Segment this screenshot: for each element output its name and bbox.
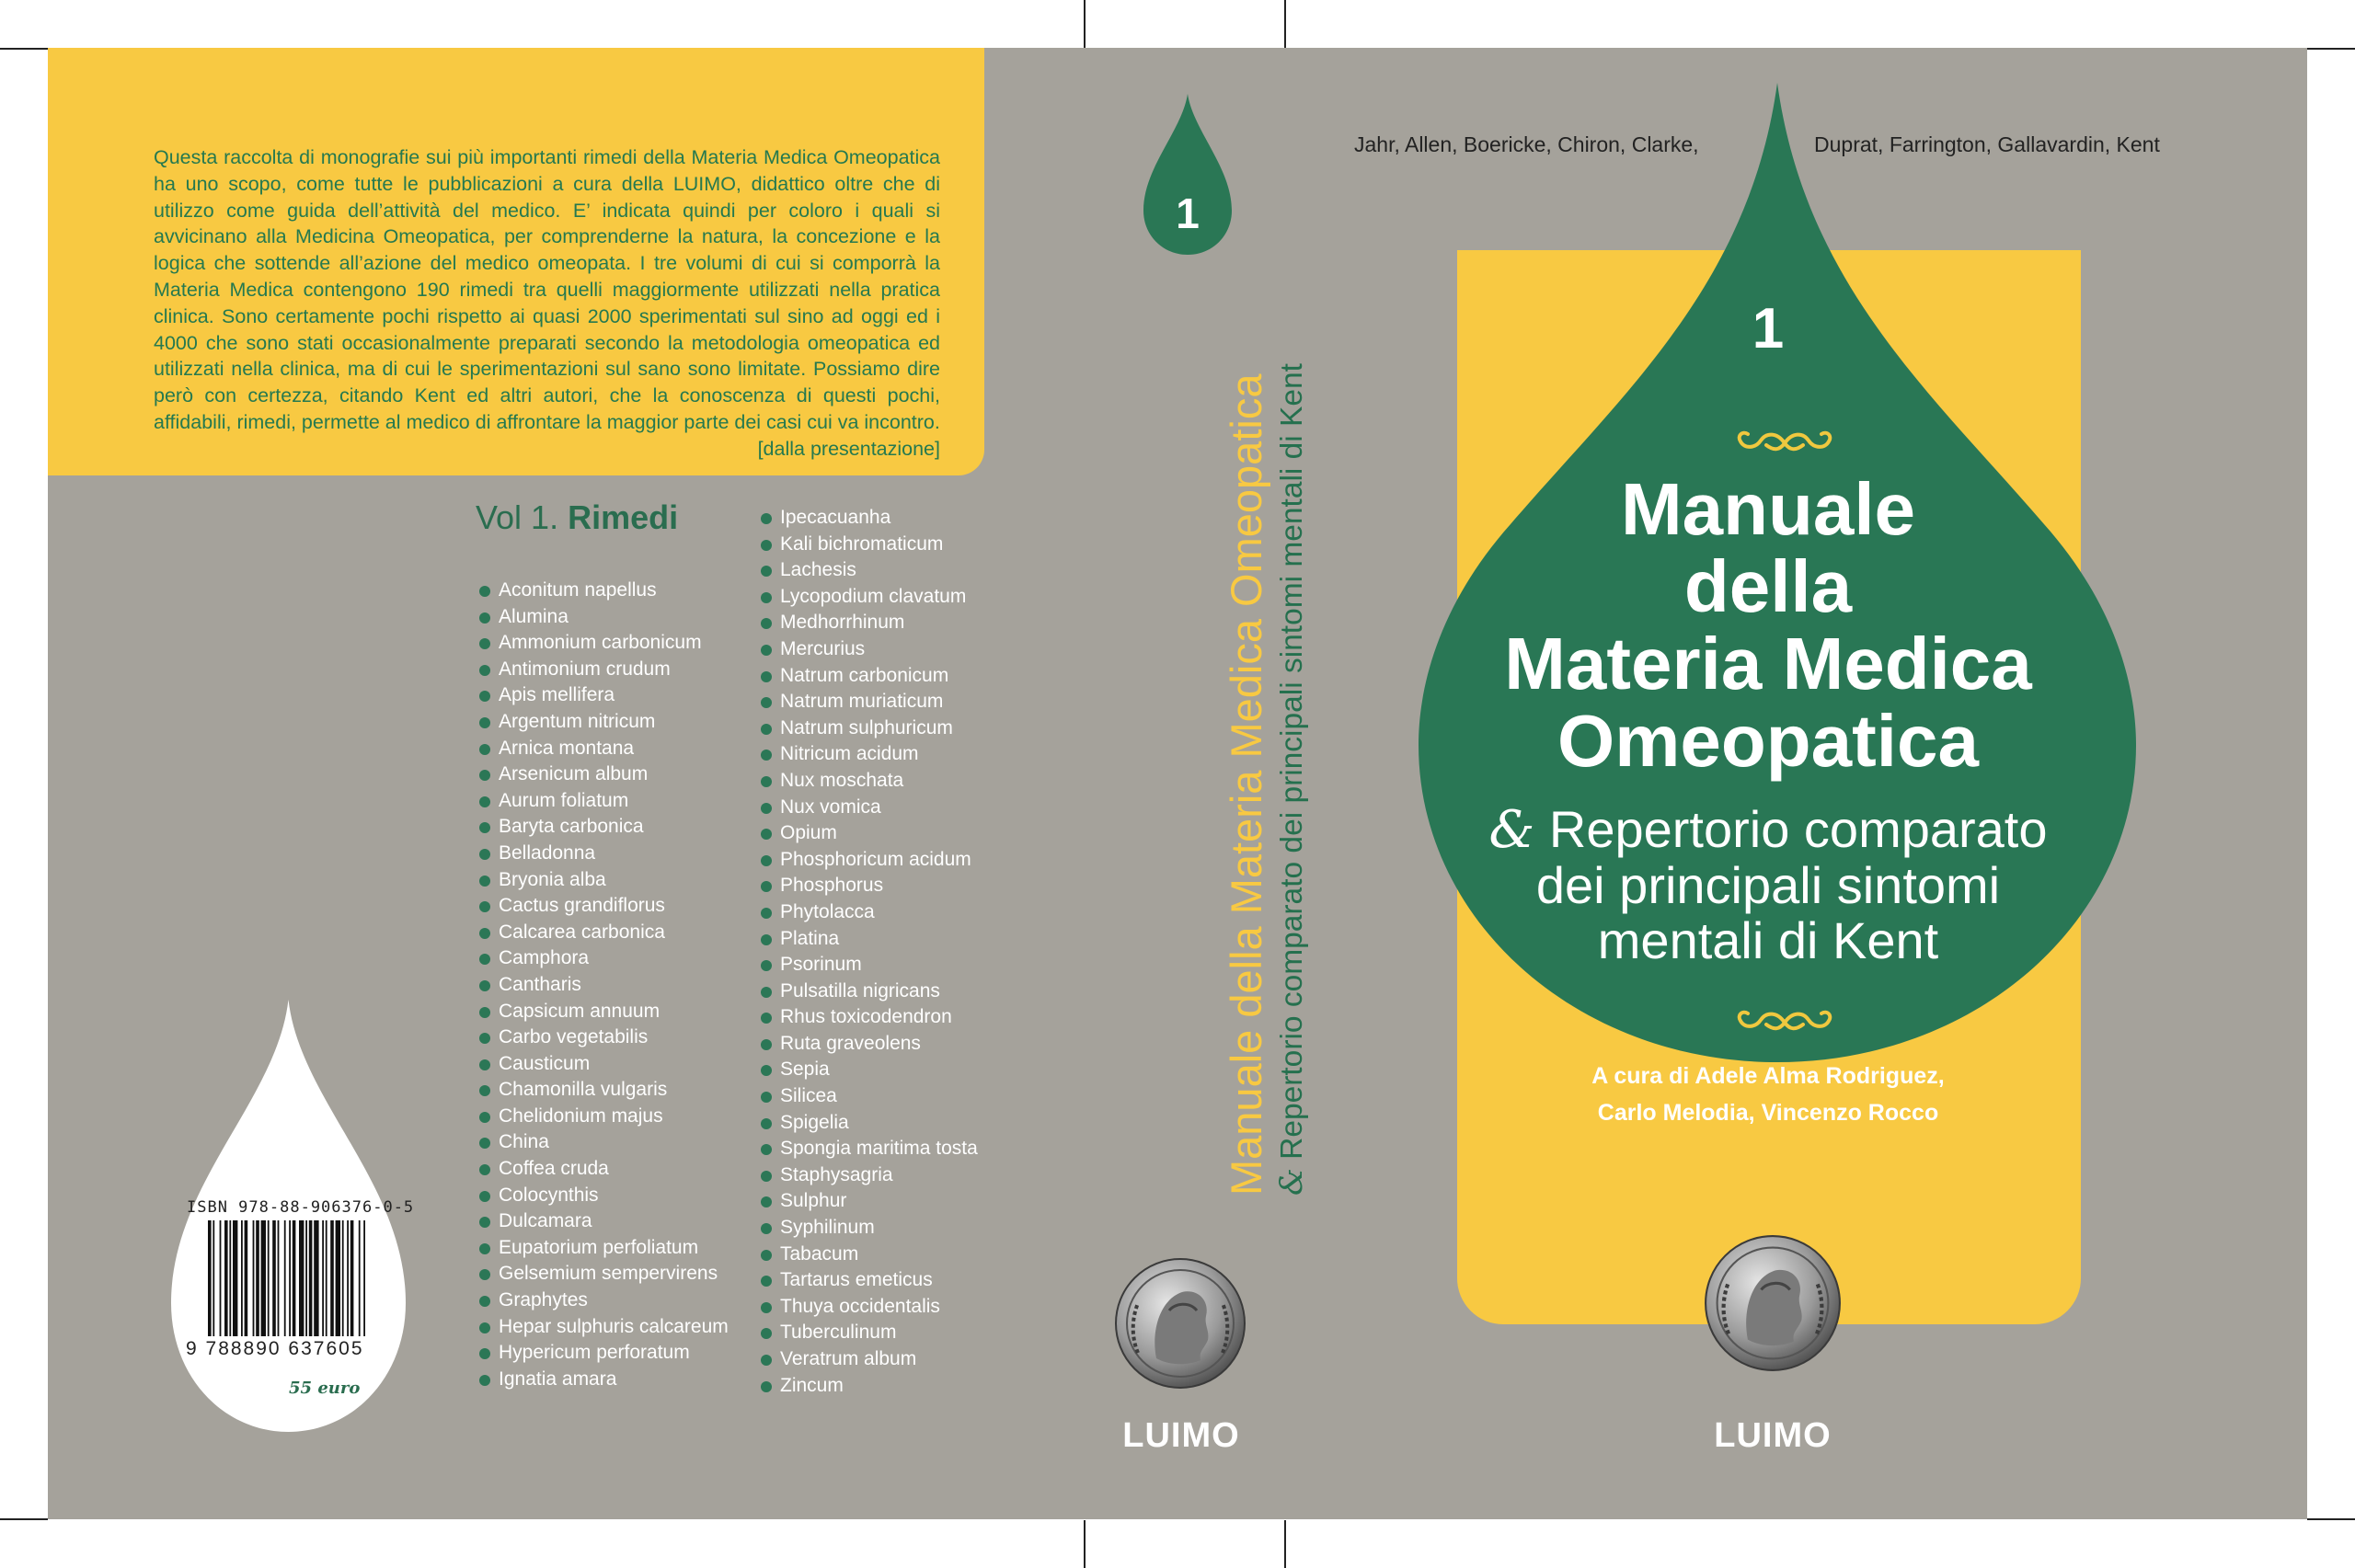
remedy-item: Natrum muriaticum [759, 689, 978, 715]
remedy-item: Psorinum [759, 952, 978, 979]
crop-mark [0, 48, 48, 50]
remedy-item: Zincum [759, 1373, 978, 1400]
hahnemann-medal-icon [1114, 1257, 1246, 1390]
remedy-item: Ammonium carbonicum [477, 630, 729, 657]
volume-title: Rimedi [568, 498, 679, 536]
remedy-item: Dulcamara [477, 1208, 729, 1235]
front-subtitle-line: dei principali sintomi [1535, 856, 2001, 914]
remedy-item: Natrum sulphuricum [759, 715, 978, 742]
remedy-item: Opium [759, 820, 978, 847]
front-subtitle-text: Repertorio comparato [1534, 800, 2048, 858]
front-title-line: Manuale [1620, 468, 1916, 550]
barcode-digits: 9 788890 637605 [186, 1338, 364, 1359]
remedy-item: Natrum carbonicum [759, 663, 978, 690]
crop-mark [1084, 0, 1086, 48]
spine-title-main: Manuale della Materia Medica Omeopatica [1222, 373, 1270, 1196]
blurb-source: [dalla presentazione] [757, 437, 940, 460]
remedy-item: Baryta carbonica [477, 814, 729, 841]
front-editors-line: A cura di Adele Alma Rodriguez, [1591, 1063, 1945, 1089]
blurb-text [154, 144, 940, 463]
remedy-item: Nitricum acidum [759, 741, 978, 768]
remedy-item: Argentum nitricum [477, 709, 729, 736]
volume-heading [476, 498, 678, 537]
remedy-item: Ipecacuanha [759, 505, 978, 532]
remedy-item: Gelsemium sempervirens [477, 1261, 729, 1288]
remedy-item: Aconitum napellus [477, 578, 729, 604]
spine-ampersand: & [1273, 1168, 1309, 1196]
crop-mark [2307, 48, 2355, 50]
remedy-item: Spongia maritima tosta [759, 1136, 978, 1162]
remedy-item: Belladonna [477, 841, 729, 867]
front-editors [1455, 1058, 2081, 1131]
front-title [1465, 468, 2072, 782]
front-subtitle-line [1455, 802, 2081, 858]
remedy-item: Nux moschata [759, 768, 978, 795]
remedy-item: Ignatia amara [477, 1367, 729, 1393]
front-publisher: LUIMO [1714, 1416, 1832, 1455]
remedy-item: Ruta graveolens [759, 1031, 978, 1058]
front-title-line: Materia Medica [1504, 623, 2032, 704]
remedy-item: Kali bichromaticum [759, 532, 978, 558]
hahnemann-medal-icon [1704, 1234, 1842, 1372]
remedy-item: Alumina [477, 604, 729, 631]
front-volume-number: 1 [1752, 297, 1785, 361]
book-cover [48, 48, 2307, 1519]
authors-right: Duprat, Farrington, Gallavardin, Kent [1814, 132, 2160, 156]
crop-mark [1084, 1520, 1086, 1568]
remedy-item: Tuberculinum [759, 1320, 978, 1346]
spine-number-drop [1143, 94, 1232, 255]
spine-title [1221, 363, 1312, 1196]
remedy-item: Eupatorium perfoliatum [477, 1235, 729, 1262]
remedy-item: Capsicum annuum [477, 999, 729, 1025]
front-title-line: della [1683, 545, 1853, 627]
ornament-icon [1729, 425, 1840, 456]
remedy-item: Lachesis [759, 557, 978, 584]
remedy-item: Antimonium crudum [477, 657, 729, 683]
remedy-item: Arsenicum album [477, 761, 729, 788]
remedy-item: Arnica montana [477, 736, 729, 762]
remedy-item: Syphilinum [759, 1215, 978, 1242]
remedy-item: Bryonia alba [477, 867, 729, 894]
remedies-list-column-1 [477, 578, 729, 1392]
remedy-item: Coffea cruda [477, 1156, 729, 1183]
remedy-item: Phosphorus [759, 873, 978, 899]
remedy-item: Veratrum album [759, 1346, 978, 1373]
remedy-item: Silicea [759, 1083, 978, 1110]
remedy-item: Thuya occidentalis [759, 1294, 978, 1321]
remedy-item: Chelidonium majus [477, 1104, 729, 1130]
remedy-item: Staphysagria [759, 1162, 978, 1189]
blurb-paragraph: Questa raccolta di monografie sui più importanti rimedi della Materia Medica Omeopatica ha uno scopo, come tutte le pubblicazioni a cura della LUIMO, didattico oltre che di utilizzo come guida dell’attività del medico. E’ indicata quindi per coloro i quali si avvicinano alla Medicina Omeopatica, per comprenderne la natura, la concezione e la logica che sottende all’azione del medico omeopata. I tre volumi di cui si comporrà la Materia Medica contengono 190 rimedi tra quelli maggiormente utilizzati nella pratica clinica. Sono certamente pochi rispetto ai quasi 2000 sperimentati sul sino ad oggi ed i 4000 che sono stati occasionalmente preparati secondo la metodologia omeopatica ed utilizzati nella clinica, ma di cui le sperimentazioni sul sano sono limitate. Possiamo dire però con certezza, citando Kent ed altri autori, che la conoscenza di questi pochi, affidabili, rimedi, permette al medico di affrontare la maggior parte dei casi cui va incontro. [154, 146, 940, 433]
remedy-item: Sulphur [759, 1188, 978, 1215]
spine-publisher: LUIMO [1122, 1416, 1240, 1455]
remedy-item: Mercurius [759, 636, 978, 663]
remedy-item: Spigelia [759, 1110, 978, 1137]
remedy-item: Phytolacca [759, 899, 978, 926]
remedy-item: Cantharis [477, 972, 729, 999]
remedy-item: Phosphoricum acidum [759, 847, 978, 874]
authors-left: Jahr, Allen, Boericke, Chiron, Clarke, [1354, 132, 1699, 156]
remedy-item: Colocynthis [477, 1183, 729, 1209]
remedy-item: Nux vomica [759, 795, 978, 821]
front-ampersand: & [1488, 800, 1535, 860]
remedy-item: Tabacum [759, 1242, 978, 1268]
remedy-item: Rhus toxicodendron [759, 1004, 978, 1031]
remedies-list-column-2 [759, 505, 978, 1399]
remedy-item: Calcarea carbonica [477, 920, 729, 946]
remedy-item: Causticum [477, 1051, 729, 1078]
remedy-item: Carbo vegetabilis [477, 1024, 729, 1051]
remedy-item: Chamonilla vulgaris [477, 1077, 729, 1104]
crop-mark [1284, 1520, 1286, 1568]
remedy-item: Hypericum perforatum [477, 1340, 729, 1367]
remedy-item: Camphora [477, 945, 729, 972]
front-subtitle [1455, 802, 2081, 968]
remedy-item: Graphytes [477, 1288, 729, 1314]
remedy-item: Apis mellifera [477, 682, 729, 709]
front-editors-line: Carlo Melodia, Vincenzo Rocco [1597, 1100, 1939, 1126]
spine-subtitle-text: Repertorio comparato dei principali sintomi mentali di Kent [1275, 363, 1309, 1169]
remedy-item: Medhorrhinum [759, 610, 978, 636]
remedy-item: Lycopodium clavatum [759, 584, 978, 611]
remedy-item: Tartarus emeticus [759, 1267, 978, 1294]
remedy-item: Cactus grandiflorus [477, 893, 729, 920]
volume-label: Vol 1. [476, 498, 559, 536]
crop-mark [2307, 1518, 2355, 1520]
ornament-icon [1729, 1004, 1840, 1036]
front-title-line: Omeopatica [1557, 700, 1979, 782]
isbn-label: ISBN 978-88-906376-0-5 [187, 1198, 415, 1217]
remedy-item: China [477, 1129, 729, 1156]
spine-volume-number: 1 [1176, 189, 1200, 237]
spine-title-sub [1272, 363, 1312, 1196]
remedy-item: Hepar sulphuris calcareum [477, 1314, 729, 1341]
crop-mark [1284, 0, 1286, 48]
remedy-item: Aurum foliatum [477, 788, 729, 815]
remedy-item: Pulsatilla nigricans [759, 979, 978, 1005]
front-subtitle-line: mentali di Kent [1597, 911, 1939, 969]
remedy-item: Sepia [759, 1057, 978, 1083]
crop-mark [0, 1518, 48, 1520]
remedy-item: Platina [759, 926, 978, 953]
barcode-icon [204, 1220, 416, 1349]
price: 55 euro [289, 1379, 361, 1398]
